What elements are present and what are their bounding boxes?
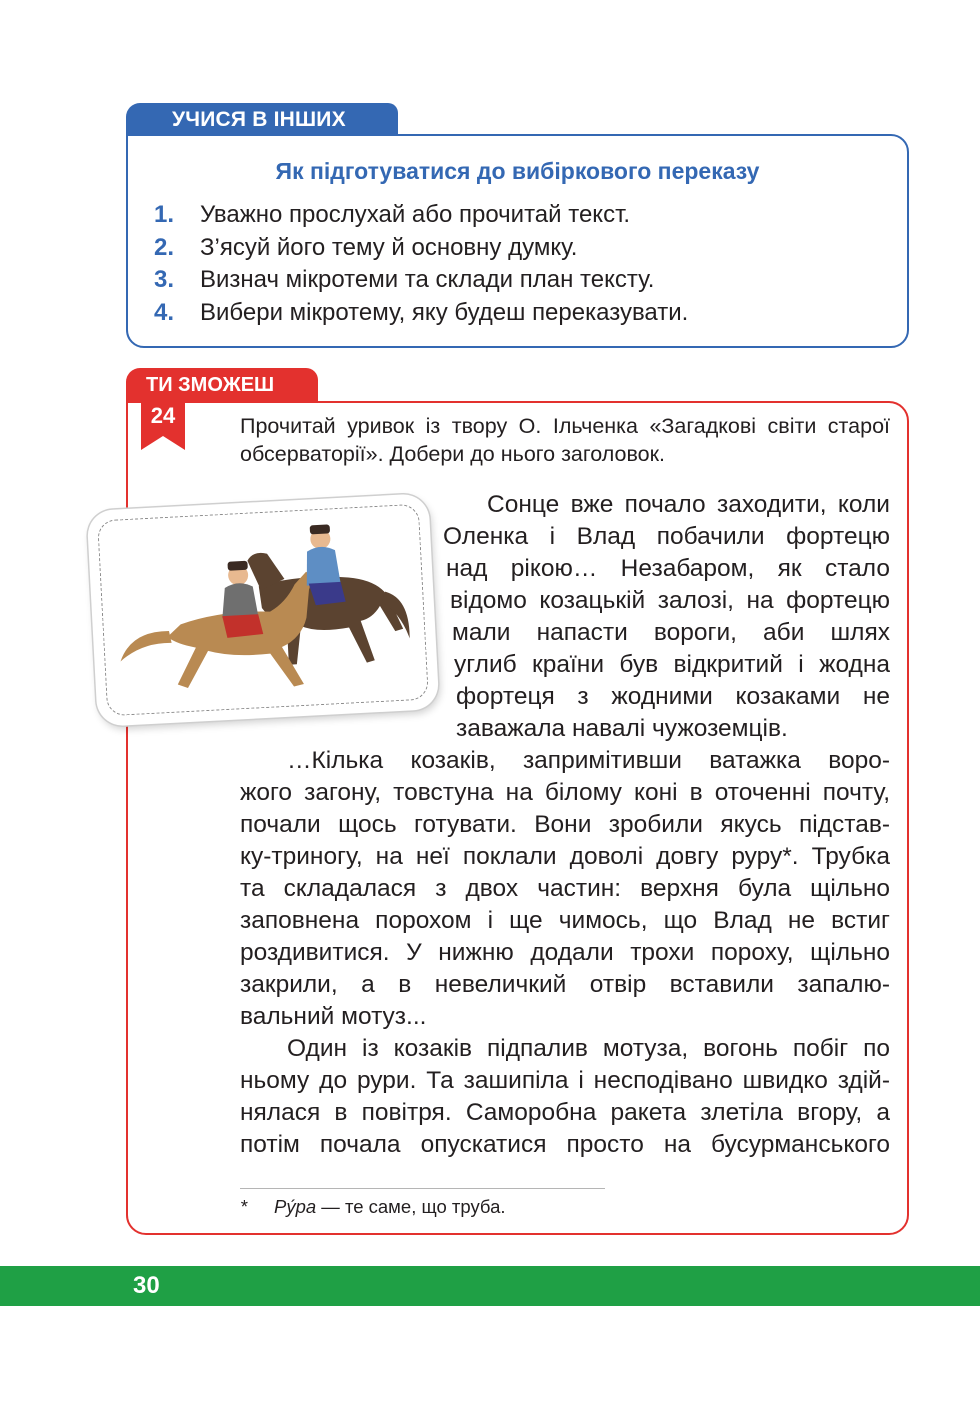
- exercise-number: 24: [150, 403, 176, 428]
- step-item: [154, 199, 688, 232]
- exercise-instruction: Прочитай уривок із твору О. Ільченка «Загадкові світи старої обсерваторії». Добери до нього заголовок.: [240, 414, 890, 466]
- footnote: [240, 1195, 506, 1219]
- cossacks-on-horses-icon: [105, 508, 421, 714]
- story-line: заповнена порохом і ще чимось, що Влад не встиг: [240, 907, 890, 934]
- footnote-definition: — те саме, що труба.: [316, 1196, 506, 1217]
- story-line: мали напасти вороги, аби шлях: [452, 619, 890, 646]
- story-line: відомо козацькій залозі, на фортецю: [450, 587, 890, 614]
- story-line: ку-триногу, на неї поклали доволі довгу руру*. Трубка: [240, 843, 890, 870]
- story-line: роздивитися. У нижню додали трохи пороху, щільно: [240, 939, 890, 966]
- footnote-term: Ру́ра: [274, 1196, 317, 1217]
- story-line: над рікою… Незабаром, як стало: [446, 555, 890, 582]
- story-line: жого загону, товстуна на білому коні в оточенні почту,: [240, 779, 890, 806]
- step-text: З’ясуй його тему й основну думку.: [200, 233, 578, 261]
- step-text: Уважно прослухай або прочитай текст.: [200, 201, 631, 228]
- story-line: ньому до рури. Та зашипіла і несподівано швидко здій-: [240, 1067, 890, 1094]
- learn-box-title: Як підготуватися до вибіркового переказу: [275, 158, 760, 184]
- story-line: Один із козаків підпалив мотуза, вогонь побіг по: [287, 1035, 890, 1062]
- story-line: фортеця з жодними козаками не: [456, 683, 890, 710]
- learn-box-tab: УЧИСЯ В ІНШИХ: [126, 103, 398, 135]
- page-number: 30: [133, 1272, 160, 1299]
- learn-box: [126, 134, 909, 348]
- steps-list: [154, 199, 688, 329]
- step-number: 4.: [154, 298, 175, 326]
- story-line: закрили, а в невеличкий отвір вставили запалю-: [240, 971, 890, 998]
- page-footer-bar: [0, 1266, 980, 1306]
- task-box-tab: ТИ ЗМОЖЕШ: [126, 368, 318, 402]
- illustration-card: [87, 493, 440, 727]
- step-item: [154, 232, 688, 265]
- story-line: почали щось готувати. Вони зробили якусь підстав-: [240, 811, 890, 838]
- step-number: 2.: [154, 233, 175, 261]
- story-line: заважала навалі чужоземців.: [456, 715, 788, 742]
- story-line: Сонце вже почало заходити, коли: [487, 491, 890, 518]
- step-number: 1.: [154, 201, 175, 228]
- story-line: потім почала опускатися просто на бусурманського: [240, 1131, 890, 1158]
- footnote-divider: [240, 1188, 605, 1189]
- story-line: …Кілька козаків, запримітивши ватажка воро-: [287, 747, 890, 774]
- step-number: 3.: [154, 266, 175, 293]
- story-line: нялася в повітря. Саморобна ракета злетіла вгору, а: [240, 1099, 890, 1126]
- story-line: та складалася з двох частин: верхня була щільно: [240, 875, 890, 902]
- story-line: Оленка і Влад побачили фортецю: [443, 523, 890, 550]
- footnote-mark: *: [240, 1196, 248, 1217]
- step-item: [154, 297, 688, 330]
- story-line: углиб країни був відкритий і жодна: [454, 651, 890, 678]
- step-text: Визнач мікротеми та склади план тексту.: [200, 266, 655, 293]
- step-item: [154, 264, 688, 297]
- step-text: Вибери мікротему, яку будеш переказувати.: [200, 298, 689, 326]
- story-line: вальний мотуз...: [240, 1003, 427, 1030]
